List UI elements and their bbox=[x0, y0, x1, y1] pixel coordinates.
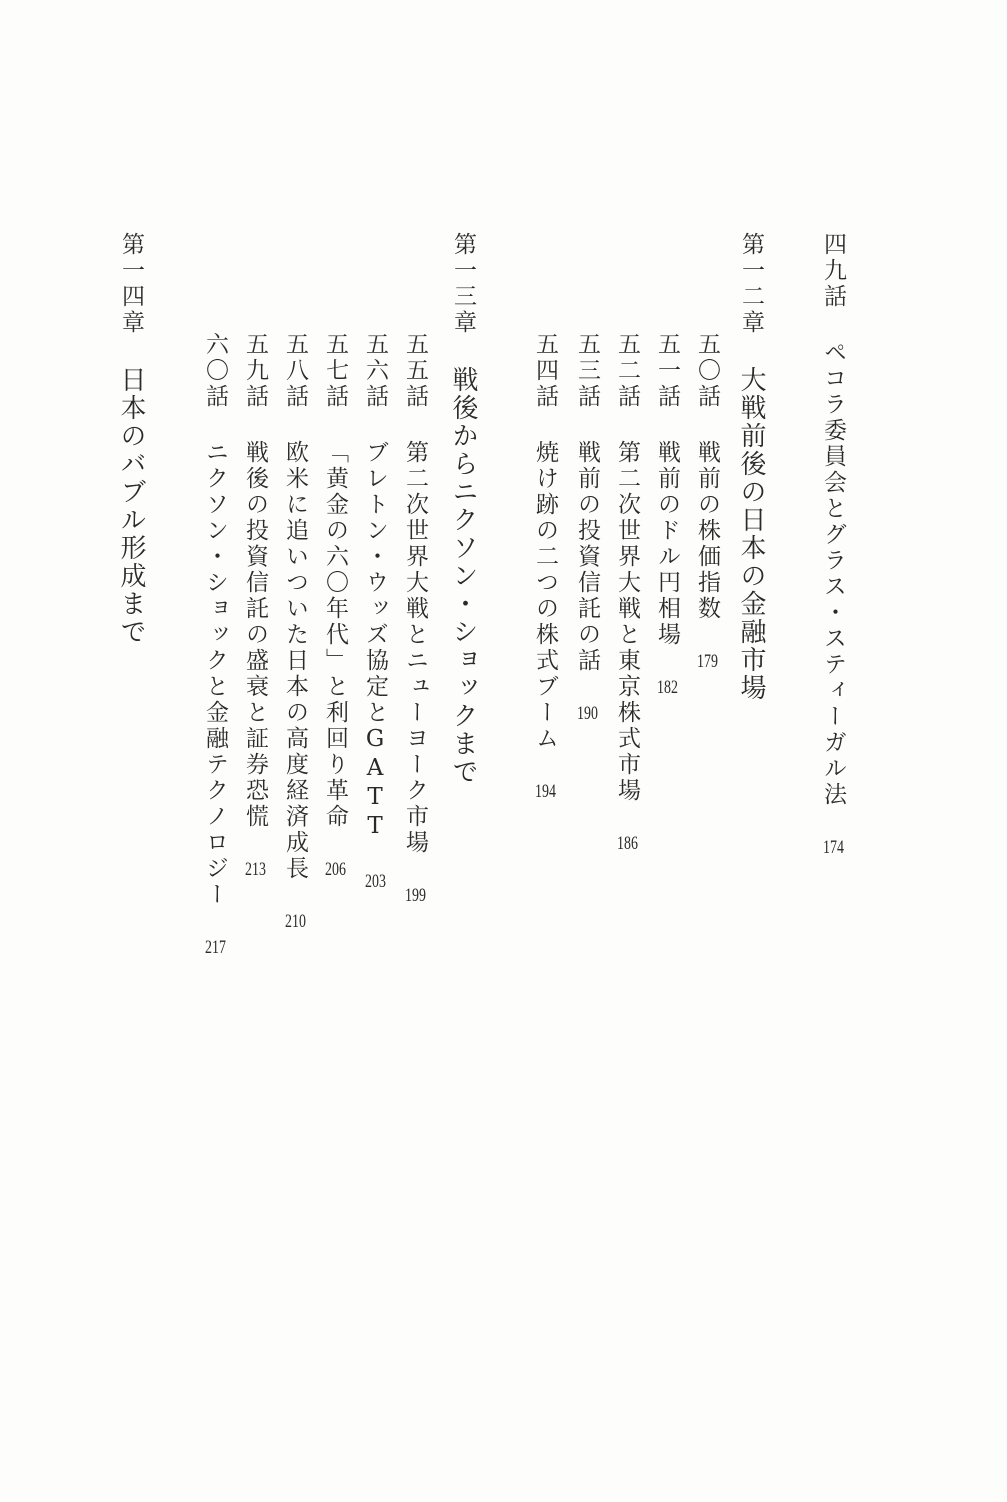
entry-title: 「黄金の六〇年代」と利回り革命 bbox=[322, 440, 348, 830]
chapter-title: 日本のバブル形成まで bbox=[116, 366, 146, 646]
chapter-label: 第一二章 bbox=[738, 232, 764, 336]
entry-title: ペコラ委員会とグラス・スティーガル法 bbox=[820, 340, 846, 808]
page-number: 174 bbox=[823, 838, 844, 857]
episode-label: 四九話 bbox=[820, 232, 846, 310]
episode-label: 六〇話 bbox=[202, 332, 228, 410]
episode-label: 五七話 bbox=[322, 332, 348, 410]
chapter-title: 大戦前後の日本の金融市場 bbox=[736, 366, 766, 702]
chapter-title: 戦後からニクソン・ショックまで bbox=[448, 366, 478, 786]
episode-label: 五一話 bbox=[654, 332, 680, 410]
toc-entry-54 bbox=[530, 332, 560, 801]
toc-entry-55 bbox=[400, 332, 430, 905]
toc-entry-49 bbox=[818, 232, 848, 857]
episode-label: 五五話 bbox=[402, 332, 428, 410]
episode-label: 五三話 bbox=[574, 332, 600, 410]
entry-title: ニクソン・ショックと金融テクノロジー bbox=[202, 440, 228, 908]
page-number: 179 bbox=[697, 652, 718, 671]
entry-title: 欧米に追いついた日本の高度経済成長 bbox=[282, 440, 308, 882]
entry-title: 第二次世界大戦と東京株式市場 bbox=[614, 440, 640, 804]
entry-title: ブレトン・ウッズ協定とGATT bbox=[362, 440, 388, 842]
entry-title: 第二次世界大戦とニューヨーク市場 bbox=[402, 440, 428, 856]
page-number: 206 bbox=[325, 860, 346, 879]
chapter-label: 第一三章 bbox=[450, 232, 476, 336]
toc-entry-56 bbox=[360, 332, 390, 891]
toc-entry-57 bbox=[320, 332, 350, 879]
page-number: 213 bbox=[245, 860, 266, 879]
page-number: 194 bbox=[535, 782, 556, 801]
chapter-heading-12 bbox=[736, 232, 766, 702]
page-number: 210 bbox=[285, 912, 306, 931]
chapter-heading-14 bbox=[116, 232, 146, 646]
toc-entry-58 bbox=[280, 332, 310, 931]
toc-entry-60 bbox=[200, 332, 230, 957]
entry-title: 戦前のドル円相場 bbox=[654, 440, 680, 648]
page-number: 186 bbox=[617, 834, 638, 853]
episode-label: 五九話 bbox=[242, 332, 268, 410]
episode-label: 五二話 bbox=[614, 332, 640, 410]
entry-title: 戦前の投資信託の話 bbox=[574, 440, 600, 674]
page-number: 190 bbox=[577, 704, 598, 723]
page-number: 217 bbox=[205, 938, 226, 957]
page-number: 199 bbox=[405, 886, 426, 905]
toc-entry-53 bbox=[572, 332, 602, 723]
page-number: 182 bbox=[657, 678, 678, 697]
entry-title: 戦前の株価指数 bbox=[694, 440, 720, 622]
entry-title: 焼け跡の二つの株式ブーム bbox=[532, 440, 558, 752]
toc-entry-59 bbox=[240, 332, 270, 879]
page-number: 203 bbox=[365, 872, 386, 891]
entry-title: 戦後の投資信託の盛衰と証券恐慌 bbox=[242, 440, 268, 830]
episode-label: 五四話 bbox=[532, 332, 558, 410]
toc-entry-50 bbox=[692, 332, 722, 671]
chapter-label: 第一四章 bbox=[118, 232, 144, 336]
episode-label: 五〇話 bbox=[694, 332, 720, 410]
episode-label: 五六話 bbox=[362, 332, 388, 410]
chapter-heading-13 bbox=[448, 232, 478, 786]
toc-entry-51 bbox=[652, 332, 682, 697]
episode-label: 五八話 bbox=[282, 332, 308, 410]
toc-entry-52 bbox=[612, 332, 642, 853]
